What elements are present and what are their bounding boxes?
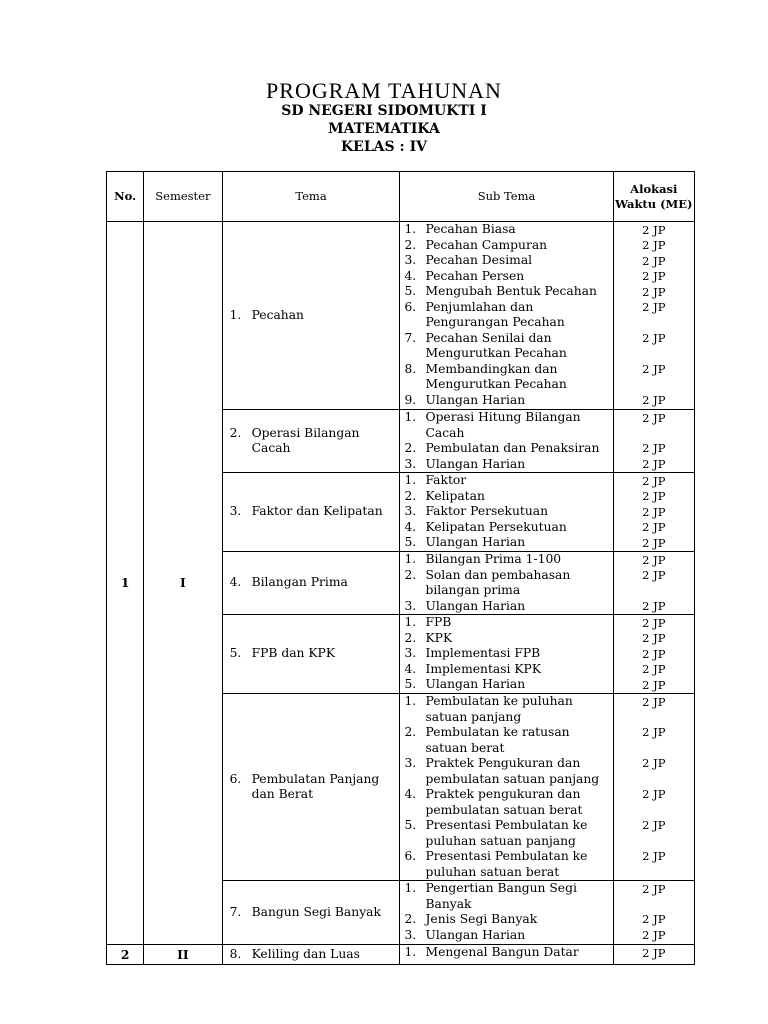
sub-tema-number: 4. (404, 268, 417, 283)
sub-tema-text: Pecahan Campuran (425, 237, 548, 252)
sub-tema-item (404, 393, 612, 409)
tema-number: 6. (229, 771, 242, 786)
sub-tema-list (404, 881, 612, 943)
sub-tema-item (404, 912, 612, 928)
document-title: PROGRAM TAHUNAN (266, 78, 502, 103)
sub-tema-text: Implementasi KPK (425, 661, 542, 676)
semester-cell: II (144, 945, 222, 965)
sub-tema-item (404, 787, 612, 818)
alokasi-value: 2 JP (642, 330, 666, 345)
sub-tema-item (404, 222, 612, 238)
sub-tema-text: Penjumlahan dan Pengurangan Pecahan (425, 299, 565, 329)
sub-tema-cell (400, 945, 613, 965)
tema-number: 1. (229, 307, 242, 322)
sub-tema-item (404, 881, 612, 912)
alokasi-value: 2 JP (642, 818, 666, 832)
sub-tema-number: 1. (404, 473, 417, 487)
sub-tema-text: Ulangan Harian (425, 392, 526, 407)
sub-tema-number: 2. (404, 488, 417, 503)
sub-tema-cell (400, 694, 613, 881)
sub-tema-number: 4. (404, 661, 417, 676)
alokasi-cell (613, 615, 694, 694)
sub-tema-item (404, 646, 612, 662)
sub-tema-number: 5. (404, 535, 417, 549)
sub-tema-text: Ulangan Harian (425, 927, 526, 942)
alokasi-cell (613, 945, 694, 965)
alokasi-cell (613, 410, 694, 473)
alokasi-value: 2 JP (642, 441, 666, 455)
alokasi-value: 2 JP (642, 489, 666, 503)
alokasi-value: 2 JP (642, 520, 666, 534)
table-row (107, 222, 695, 410)
sub-tema-text: Jenis Segi Banyak (425, 912, 538, 926)
sub-tema-list (404, 694, 612, 880)
row-number: 2 (107, 945, 144, 965)
sub-tema-text: FPB (425, 615, 452, 629)
sub-tema-item (404, 520, 612, 536)
sub-tema-text: Faktor (425, 473, 467, 487)
sub-tema-text: Implementasi FPB (425, 646, 541, 660)
alokasi-value: 2 JP (642, 284, 666, 299)
tema-number: 5. (229, 646, 242, 661)
sub-tema-item (404, 599, 612, 615)
alokasi-value: 2 JP (642, 662, 666, 676)
tema-title: Keliling dan Luas (251, 946, 360, 961)
alokasi-value: 2 JP (642, 598, 666, 613)
sub-tema-number: 3. (404, 927, 417, 942)
sub-tema-item (404, 849, 612, 880)
sub-tema-cell (400, 473, 613, 552)
sub-tema-number: 2. (404, 567, 417, 582)
sub-tema-text: Ulangan Harian (425, 535, 526, 549)
tema-number: 8. (229, 946, 242, 961)
alokasi-value: 2 JP (642, 361, 666, 376)
column-header-tema: Tema (222, 172, 400, 222)
sub-tema-text: Presentasi Pembulatan ke puluhan satuan berat (425, 849, 588, 879)
sub-tema-number: 2. (404, 237, 417, 252)
table-row (107, 945, 695, 965)
sub-tema-list (404, 945, 612, 961)
sub-tema-text: Mengenal Bangun Datar (425, 945, 579, 959)
alokasi-value: 2 JP (642, 615, 666, 630)
alokasi-value: 2 JP (642, 392, 666, 407)
sub-tema-text: Mengubah Bentuk Pecahan (425, 284, 597, 298)
sub-tema-text: Pecahan Senilai dan Mengurutkan Pecahan (425, 330, 567, 360)
tema-title: Bilangan Prima (251, 575, 348, 590)
sub-tema-number: 7. (404, 330, 417, 345)
sub-tema-list (404, 473, 612, 551)
sub-tema-number: 8. (404, 361, 417, 376)
sub-tema-item (404, 284, 612, 300)
alokasi-value: 2 JP (642, 300, 666, 314)
sub-tema-number: 1. (404, 552, 417, 566)
column-header-alokasi: Alokasi Waktu (ME) (613, 172, 694, 222)
tema-cell (222, 694, 400, 881)
sub-tema-number: 4. (404, 519, 417, 534)
column-header-semester: Semester (144, 172, 222, 222)
sub-tema-text: Pembulatan ke ratusan satuan berat (425, 725, 570, 755)
sub-tema-item (404, 631, 612, 647)
alokasi-value: 2 JP (642, 238, 666, 252)
alokasi-value: 2 JP (642, 881, 666, 896)
alokasi-value: 2 JP (642, 646, 666, 661)
sub-tema-item (404, 410, 612, 441)
sub-tema-text: Presentasi Pembulatan ke puluhan satuan panjang (425, 818, 588, 848)
sub-tema-text: Praktek pengukuran dan pembulatan satuan berat (425, 787, 583, 817)
sub-tema-item (404, 677, 612, 693)
row-number: 1 (107, 222, 144, 945)
alokasi-value: 2 JP (642, 456, 666, 471)
sub-tema-text: Ulangan Harian (425, 456, 526, 471)
table-header-row (107, 172, 695, 222)
sub-tema-item (404, 694, 612, 725)
alokasi-value: 2 JP (642, 631, 666, 645)
sub-tema-number: 1. (404, 881, 417, 895)
sub-tema-text: Faktor Persekutuan (425, 504, 549, 518)
sub-tema-list (404, 222, 612, 408)
sub-tema-item (404, 756, 612, 787)
alokasi-cell (613, 473, 694, 552)
sub-tema-text: Praktek Pengukuran dan pembulatan satuan panjang (425, 756, 600, 786)
sub-tema-item (404, 331, 612, 362)
sub-tema-text: Ulangan Harian (425, 677, 526, 691)
sub-tema-number: 2. (404, 441, 417, 455)
sub-tema-text: Pembulatan dan Penaksiran (425, 441, 600, 455)
sub-tema-text: Pecahan Persen (425, 268, 525, 283)
sub-tema-number: 3. (404, 456, 417, 471)
sub-tema-item (404, 568, 612, 599)
sub-tema-number: 2. (404, 630, 417, 645)
sub-tema-item (404, 489, 612, 505)
tema-title: Pembulatan Panjang dan Berat (251, 771, 380, 801)
sub-tema-number: 4. (404, 787, 417, 801)
sub-tema-cell (400, 552, 613, 615)
tema-title: Faktor dan Kelipatan (251, 504, 383, 519)
sub-tema-cell (400, 410, 613, 473)
sub-tema-number: 1. (404, 222, 417, 236)
table-body (107, 222, 695, 965)
tema-cell (222, 410, 400, 473)
sub-tema-item (404, 238, 612, 254)
tema-cell (222, 945, 400, 965)
alokasi-value: 2 JP (642, 945, 666, 960)
annual-program-table (106, 171, 695, 965)
sub-tema-item (404, 725, 612, 756)
alokasi-value: 2 JP (642, 725, 666, 739)
sub-tema-item (404, 504, 612, 520)
alokasi-value: 2 JP (642, 222, 666, 237)
sub-tema-number: 1. (404, 694, 417, 708)
tema-number: 4. (229, 575, 242, 590)
alokasi-value: 2 JP (642, 694, 666, 709)
sub-tema-number: 3. (404, 646, 417, 660)
sub-tema-item (404, 300, 612, 331)
tema-number: 3. (229, 504, 242, 519)
sub-tema-list (404, 552, 612, 614)
alokasi-value: 2 JP (642, 552, 666, 567)
sub-tema-number: 1. (404, 615, 417, 629)
tema-title: Operasi Bilangan Cacah (251, 425, 360, 455)
sub-tema-text: Pengertian Bangun Segi Banyak (425, 881, 577, 911)
sub-tema-number: 5. (404, 818, 417, 832)
sub-tema-item (404, 457, 612, 473)
sub-tema-text: Operasi Hitung Bilangan Cacah (425, 410, 581, 440)
alokasi-cell (613, 694, 694, 881)
tema-number: 7. (229, 904, 242, 919)
sub-tema-item (404, 945, 612, 961)
alokasi-cell (613, 222, 694, 410)
sub-tema-item (404, 818, 612, 849)
sub-tema-cell (400, 881, 613, 945)
sub-tema-item (404, 552, 612, 568)
sub-tema-item (404, 253, 612, 269)
tema-cell (222, 615, 400, 694)
sub-tema-number: 2. (404, 725, 417, 739)
sub-tema-text: Kelipatan Persekutuan (425, 519, 567, 534)
sub-tema-item (404, 441, 612, 457)
sub-tema-item (404, 269, 612, 285)
sub-tema-text: Pembulatan ke puluhan satuan panjang (425, 694, 573, 724)
sub-tema-text: Pecahan Desimal (425, 253, 533, 267)
alokasi-value: 2 JP (642, 912, 666, 926)
sub-tema-number: 6. (404, 299, 417, 314)
alokasi-value: 2 JP (642, 410, 666, 425)
sub-tema-item (404, 535, 612, 551)
alokasi-value: 2 JP (642, 269, 666, 283)
sub-tema-list (404, 410, 612, 472)
sub-tema-text: Solan dan pembahasan bilangan prima (425, 567, 571, 597)
sub-tema-item (404, 615, 612, 631)
sub-tema-cell (400, 615, 613, 694)
sub-tema-item (404, 473, 612, 489)
sub-tema-number: 6. (404, 849, 417, 863)
tema-cell (222, 473, 400, 552)
sub-tema-number: 1. (404, 945, 417, 959)
tema-cell (222, 222, 400, 410)
sub-tema-number: 5. (404, 677, 417, 691)
sub-tema-item (404, 362, 612, 393)
sub-tema-text: Ulangan Harian (425, 598, 526, 613)
tema-cell (222, 881, 400, 945)
tema-number: 2. (229, 425, 242, 440)
tema-title: FPB dan KPK (251, 646, 336, 661)
alokasi-value: 2 JP (642, 504, 666, 519)
sub-tema-item (404, 928, 612, 944)
school-name: SD NEGERI SIDOMUKTI I (281, 103, 487, 119)
alokasi-value: 2 JP (642, 473, 666, 488)
sub-tema-text: Bilangan Prima 1-100 (425, 552, 562, 566)
sub-tema-text: KPK (425, 630, 453, 645)
sub-tema-text: Kelipatan (425, 488, 485, 503)
sub-tema-number: 3. (404, 598, 417, 613)
alokasi-value: 2 JP (642, 568, 666, 582)
sub-tema-number: 5. (404, 284, 417, 298)
sub-tema-number: 3. (404, 504, 417, 518)
sub-tema-item (404, 662, 612, 678)
sub-tema-number: 3. (404, 253, 417, 267)
sub-tema-cell (400, 222, 613, 410)
alokasi-value: 2 JP (642, 535, 666, 550)
subject-name: MATEMATIKA (328, 121, 440, 137)
sub-tema-number: 2. (404, 912, 417, 926)
sub-tema-number: 9. (404, 392, 417, 407)
alokasi-cell (613, 552, 694, 615)
sub-tema-number: 3. (404, 756, 417, 770)
sub-tema-text: Membandingkan dan Mengurutkan Pecahan (425, 361, 567, 391)
alokasi-value: 2 JP (642, 849, 666, 863)
sub-tema-text: Pecahan Biasa (425, 222, 516, 236)
semester-cell: I (144, 222, 222, 945)
tema-title: Bangun Segi Banyak (251, 904, 381, 919)
tema-title: Pecahan (251, 307, 304, 322)
column-header-sub-tema: Sub Tema (400, 172, 613, 222)
sub-tema-list (404, 615, 612, 693)
alokasi-value: 2 JP (642, 756, 666, 770)
grade-label: KELAS : IV (341, 139, 427, 155)
tema-cell (222, 552, 400, 615)
column-header-no: No. (107, 172, 144, 222)
alokasi-value: 2 JP (642, 927, 666, 942)
alokasi-value: 2 JP (642, 253, 666, 268)
alokasi-value: 2 JP (642, 677, 666, 692)
alokasi-cell (613, 881, 694, 945)
alokasi-value: 2 JP (642, 787, 666, 801)
sub-tema-number: 1. (404, 410, 417, 424)
